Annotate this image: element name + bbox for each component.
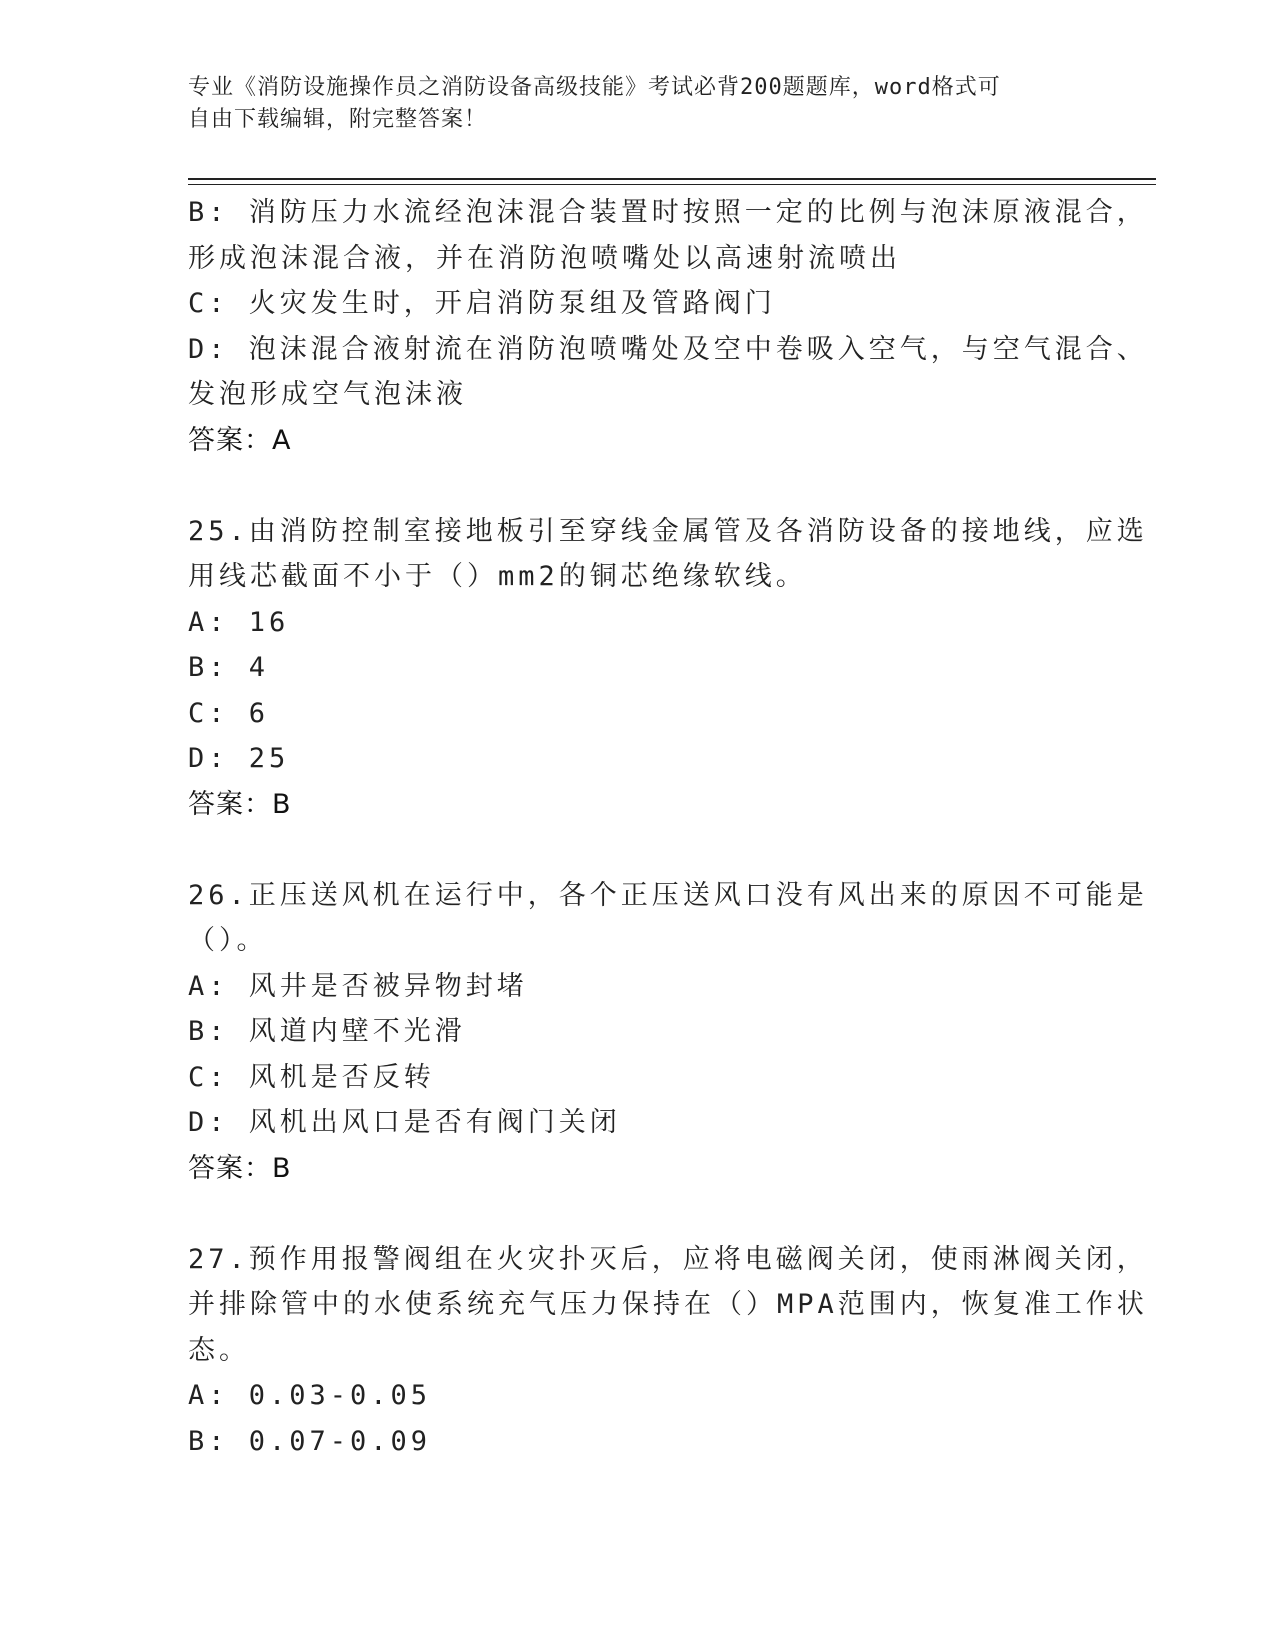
option-b-line-1: B: 消防压力水流经泡沫混合装置时按照一定的比例与泡沫原液混合， — [188, 197, 1148, 228]
question-25-stem-line-2: 用线芯截面不小于（）mm2的铜芯绝缘软线。 — [188, 561, 807, 592]
question-27-stem-line-3: 态。 — [188, 1334, 250, 1366]
question-27-stem-line-1: 27.预作用报警阀组在火灾扑灭后，应将电磁阀关闭，使雨淋阀关闭， — [188, 1243, 1148, 1275]
question-26-stem-line-2: （）。 — [188, 925, 268, 956]
option-b: B: 0.07-0.09 — [188, 1425, 432, 1457]
header-line-2: 自由下载编辑，附完整答案！ — [188, 107, 488, 132]
question-25-stem-line-1: 25.由消防控制室接地板引至穿线金属管及各消防设备的接地线，应选 — [188, 515, 1148, 547]
option-c: C: 6 — [188, 697, 270, 729]
question-25 — [188, 509, 1148, 828]
option-b: B: 风道内壁不光滑 — [188, 1016, 466, 1047]
question-27 — [188, 1237, 1148, 1465]
option-b: B: 4 — [188, 652, 270, 683]
spacer — [188, 463, 1088, 509]
document-header — [188, 72, 1088, 136]
option-c: C: 火灾发生时，开启消防泵组及管路阀门 — [188, 288, 776, 319]
previous-question-tail — [188, 190, 1148, 463]
spacer — [188, 827, 1088, 873]
option-c: C: 风机是否反转 — [188, 1061, 435, 1093]
answer: 答案：A — [188, 424, 292, 456]
question-26 — [188, 873, 1148, 1192]
option-d: D: 25 — [188, 743, 290, 774]
header-divider-thin — [188, 184, 1156, 185]
question-26-stem-line-1: 26.正压送风机在运行中，各个正压送风口没有风出来的原因不可能是 — [188, 879, 1148, 911]
option-a: A: 0.03-0.05 — [188, 1380, 432, 1411]
answer: 答案：B — [188, 1152, 292, 1184]
option-a: A: 风井是否被异物封堵 — [188, 970, 528, 1002]
option-d-line-2: 发泡形成空气泡沫液 — [188, 379, 467, 410]
option-d: D: 风机出风口是否有阀门关闭 — [188, 1107, 621, 1138]
header-line-1: 专业《消防设施操作员之消防设备高级技能》考试必背200题题库，word格式可 — [188, 75, 1001, 100]
spacer — [188, 1191, 1088, 1237]
option-d-line-1: D: 泡沫混合液射流在消防泡喷嘴处及空中卷吸入空气，与空气混合、 — [188, 333, 1148, 365]
answer: 答案：B — [188, 788, 292, 820]
option-b-line-2: 形成泡沫混合液，并在消防泡喷嘴处以高速射流喷出 — [188, 242, 901, 274]
header-divider-thick — [188, 178, 1156, 180]
question-27-stem-line-2: 并排除管中的水使系统充气压力保持在（）MPA范围内，恢复准工作状 — [188, 1289, 1148, 1320]
document-body — [188, 190, 1148, 1464]
option-a: A: 16 — [188, 606, 290, 638]
